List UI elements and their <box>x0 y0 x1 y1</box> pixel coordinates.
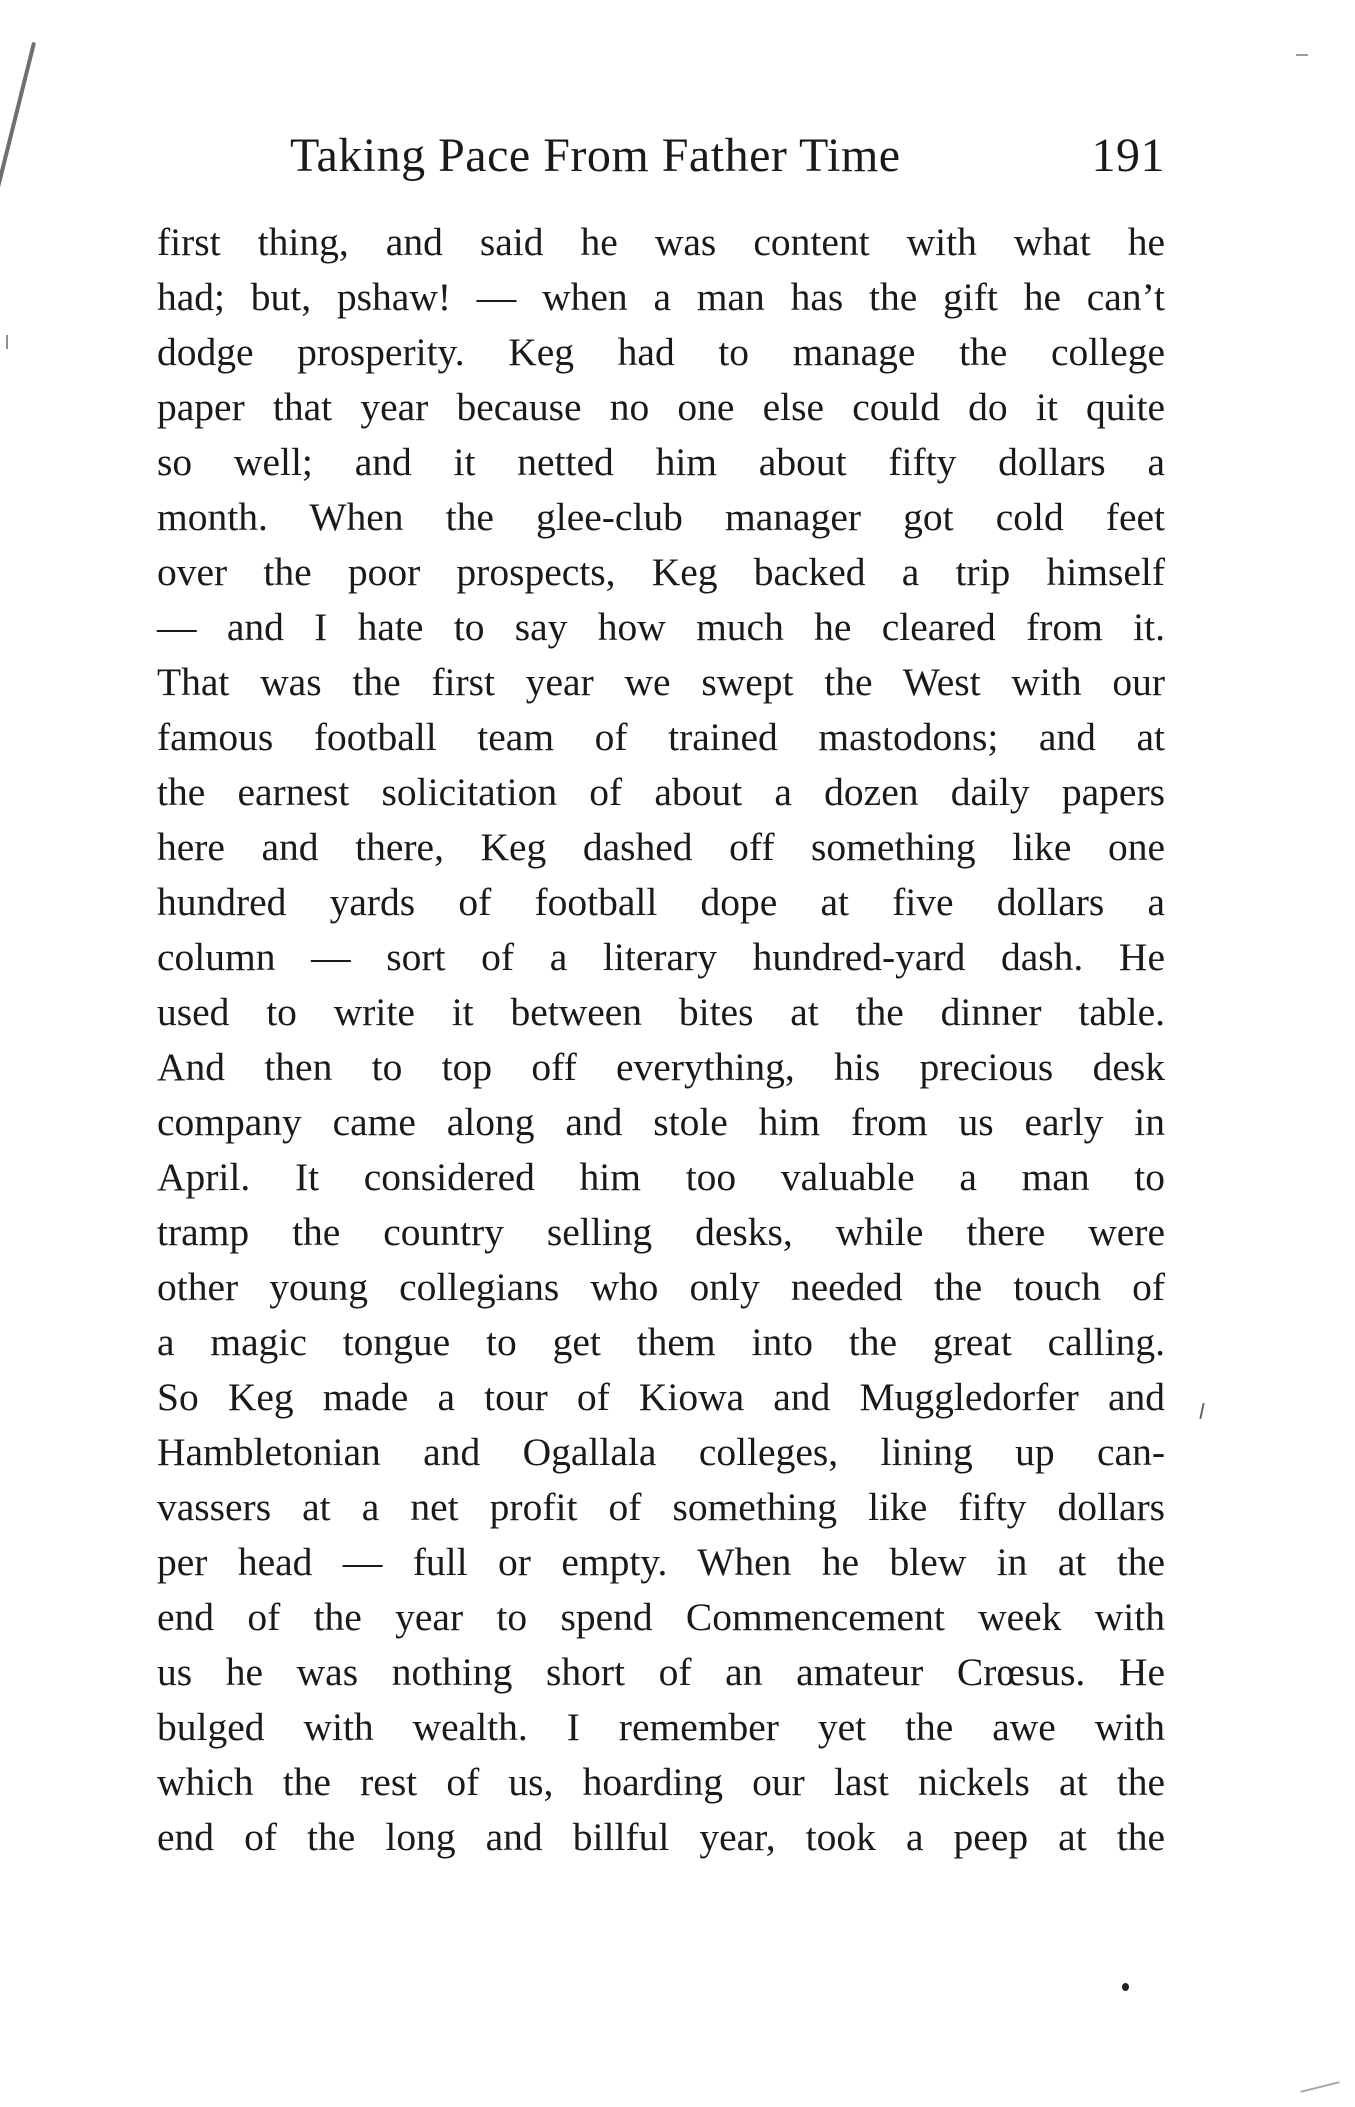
text-line: So Keg made a tour of Kiowa and Muggledorfer and <box>157 1375 1165 1419</box>
text-line: end of the year to spend Commencement week with <box>157 1595 1165 1639</box>
text-line: so well; and it netted him about fifty dollars a <box>157 440 1165 484</box>
scan-edge-mark <box>0 42 36 189</box>
text-line: had; but, pshaw! — when a man has the gift he can’t <box>157 275 1165 319</box>
ink-speck <box>1199 1403 1204 1419</box>
body-text <box>157 215 1165 1865</box>
text-line: end of the long and billful year, took a peep at the <box>157 1815 1165 1859</box>
text-line: That was the first year we swept the West with our <box>157 660 1165 704</box>
text-line: dodge prosperity. Keg had to manage the college <box>157 330 1165 374</box>
text-line: a magic tongue to get them into the great calling. <box>157 1320 1165 1364</box>
ink-speck <box>1122 1983 1129 1991</box>
text-line: And then to top off everything, his precious desk <box>157 1045 1165 1089</box>
text-line: vassers at a net profit of something like fifty dollars <box>157 1485 1165 1529</box>
text-line: column — sort of a literary hundred-yard dash. He <box>157 935 1165 979</box>
text-line: bulged with wealth. I remember yet the awe with <box>157 1705 1165 1749</box>
text-line: hundred yards of football dope at five dollars a <box>157 880 1165 924</box>
text-line: famous football team of trained mastodons; and at <box>157 715 1165 759</box>
text-line: paper that year because no one else could do it quite <box>157 385 1165 429</box>
running-head <box>290 128 1165 188</box>
text-line: which the rest of us, hoarding our last nickels at the <box>157 1760 1165 1804</box>
scan-corner-mark <box>1300 2081 1339 2093</box>
text-line: April. It considered him too valuable a man to <box>157 1155 1165 1199</box>
text-line: tramp the country selling desks, while there were <box>157 1210 1165 1254</box>
text-line: other young collegians who only needed the touch of <box>157 1265 1165 1309</box>
text-line: Hambletonian and Ogallala colleges, lining up can- <box>157 1430 1165 1474</box>
text-line: over the poor prospects, Keg backed a trip himself <box>157 550 1165 594</box>
scan-corner-mark <box>1296 54 1308 56</box>
text-line: here and there, Keg dashed off something like one <box>157 825 1165 869</box>
text-line: — and I hate to say how much he cleared from it. <box>157 605 1165 649</box>
scan-edge-mark <box>6 335 8 349</box>
text-line: first thing, and said he was content with what he <box>157 220 1165 264</box>
text-line: per head — full or empty. When he blew in at the <box>157 1540 1165 1584</box>
text-line: us he was nothing short of an amateur Crœsus. He <box>157 1650 1165 1694</box>
page-number: 191 <box>1091 129 1165 182</box>
text-line: company came along and stole him from us early in <box>157 1100 1165 1144</box>
text-line: month. When the glee-club manager got cold feet <box>157 495 1165 539</box>
text-line: used to write it between bites at the dinner table. <box>157 990 1165 1034</box>
text-line: the earnest solicitation of about a dozen daily papers <box>157 770 1165 814</box>
running-head-title: Taking Pace From Father Time <box>290 129 901 182</box>
